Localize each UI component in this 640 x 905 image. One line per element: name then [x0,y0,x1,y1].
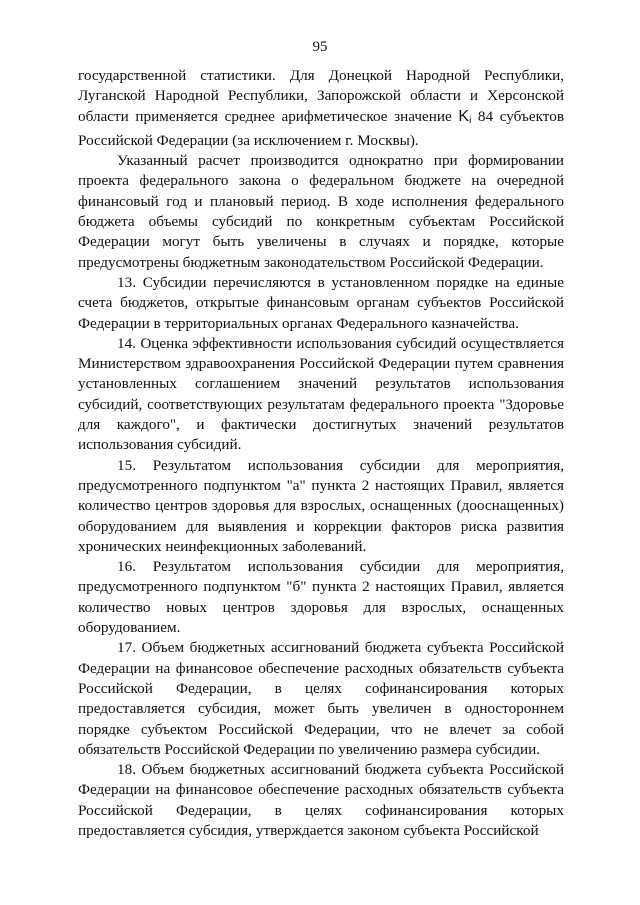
paragraph-item-18: 18. Объем бюджетных ассигнований бюджета субъекта Российской Федерации на финансовое обеспечение расходных обязательств субъекта Российской Федерации, в целях софинансирования которых предоставляется субсидия, утверждается законом субъекта Российской [78,761,564,839]
coefficient-subscript: i [469,114,472,126]
paragraph-continuation [78,66,564,151]
paragraph: Указанный расчет производится однократно при формировании проекта федерального закона о федеральном бюджете на очередной финансовый год и плановый период. В ходе исполнения федерального бюджета объемы субсидий по конкретным субъектам Российской Федерации могут быть увеличены в случаях и порядке, которые предусмотрены бюджетным законодательством Российской Федерации. [78,152,564,271]
page-number: 95 [312,39,328,55]
paragraph-text-part: государственной статистики. Для Донецкой Народной Республики, Луганской Народной Республики, Запорожской области и Херсонской области применяется среднее арифметическое значение [78,67,564,125]
paragraph-item-15: 15. Результатом использования субсидии для мероприятия, предусмотренного подпунктом "а" пункта 2 настоящих Правил, является количество центров здоровья для взрослых, оснащенных (дооснащенных) оборудованием для выявления и коррекции факторов риска развития хронических неинфекционных заболеваний. [78,456,564,555]
coefficient-symbol [458,108,471,125]
paragraph-item-17: 17. Объем бюджетных ассигнований бюджета субъекта Российской Федерации на финансовое обеспечение расходных обязательств субъекта Российской Федерации, в целях софинансирования которых предоставляется субсидия, может быть увеличен в одностороннем порядке субъектом Российской Федерации, что не влечет за собой обязательств Российской Федерации по увеличению размера субсидии. [78,639,564,758]
paragraph-item-13: 13. Субсидии перечисляются в установленном порядке на единые счета бюджетов, открытые финансовым органам субъектов Российской Федерации в территориальных органах Федерального казначейства. [78,273,564,332]
paragraph-text-part: 84 субъектов Российской Федерации (за исключением г. Москвы). [78,107,564,149]
body-text [78,66,564,841]
paragraph-item-16: 16. Результатом использования субсидии для мероприятия, предусмотренного подпунктом "б" пункта 2 настоящих Правил, является количество новых центров здоровья для взрослых, оснащенных оборудованием. [78,558,564,637]
coefficient-letter: K [458,107,470,125]
paragraph-item-14: 14. Оценка эффективности использования субсидий осуществляется Министерством здравоохранения Российской Федерации путем сравнения установленных соглашением значений результатов использования субсидий, соответствующих результатам федерального проекта "Здоровье для каждого", и фактически достигнутых значений результатов использования субсидий. [78,334,564,454]
